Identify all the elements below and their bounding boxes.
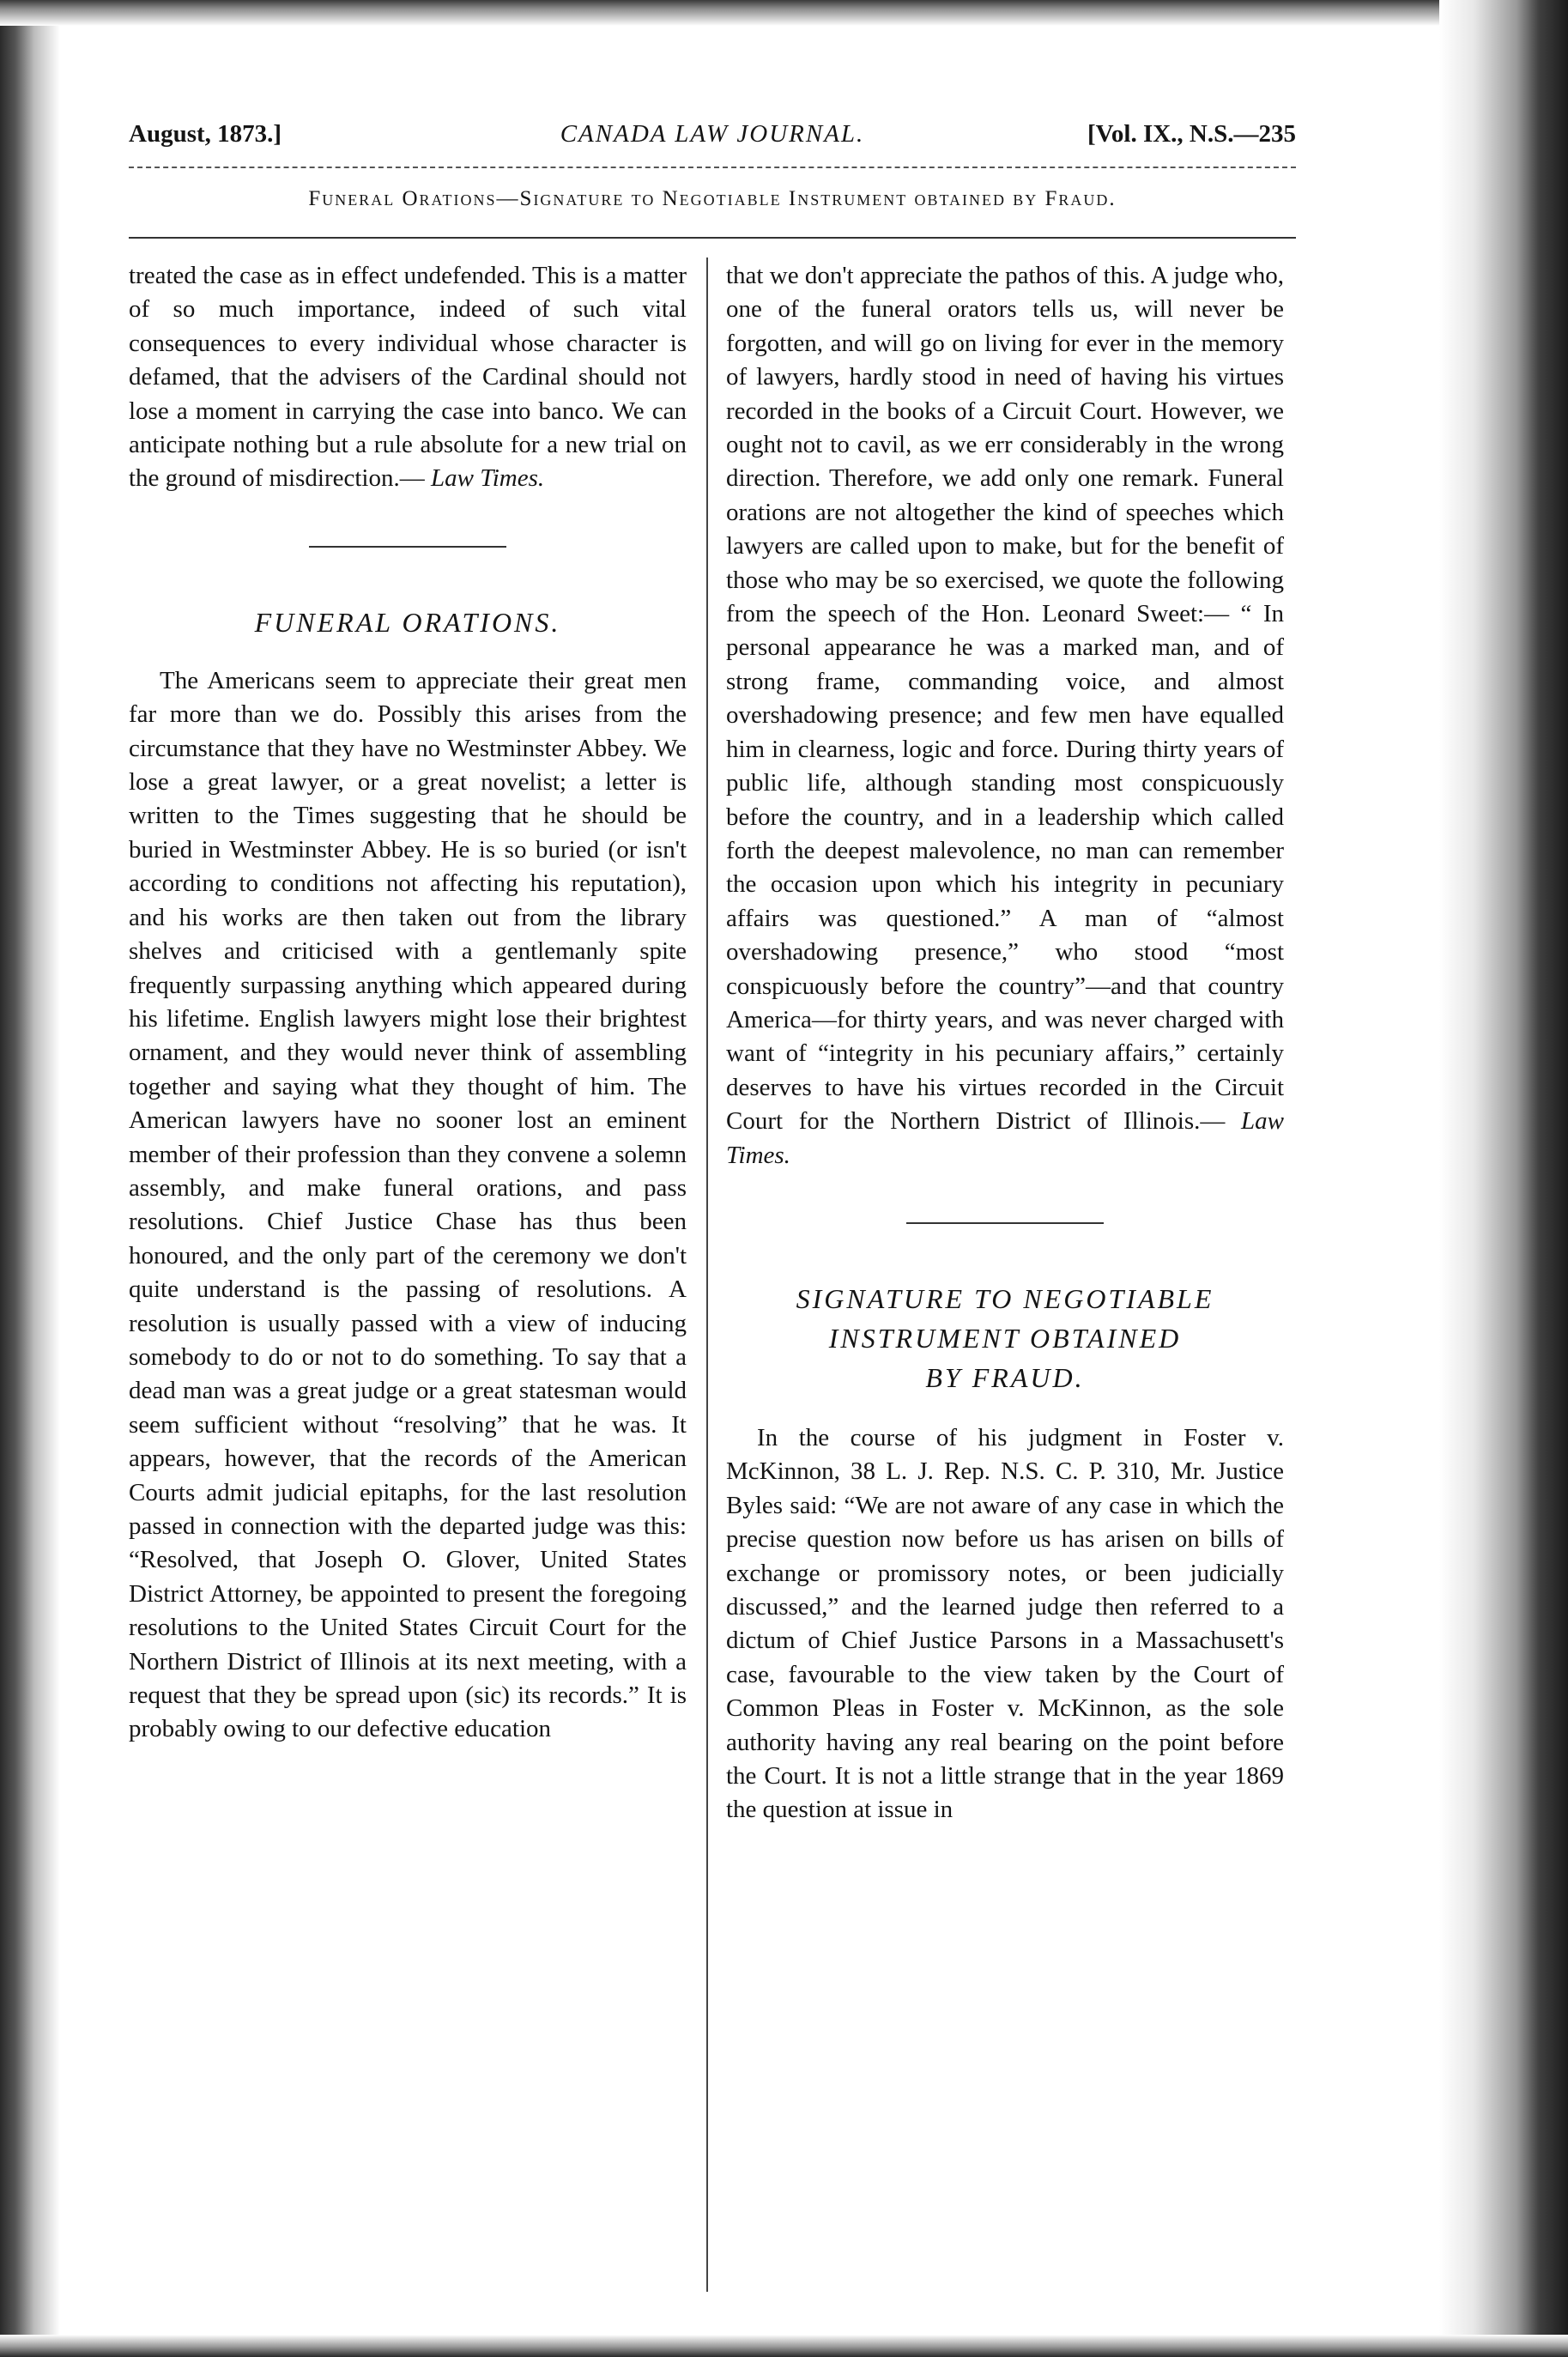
- source-signoff: Law Times.: [430, 464, 545, 493]
- running-header: [129, 120, 1296, 158]
- continued-text: that we don't appreciate the pathos of this. A judge who, one of the funeral orators tells us, will never be forgotten, and will go on living for ever in the memory of lawyers, hardly stood in need of having his virtues recorded in the books of a Circuit Court. However, we ought not to cavil, as we err considerably in the wrong direction. Therefore, we add only one remark. Funeral orations are not altogether the kind of speeches which lawyers are called upon to make, but for the benefit of those who may be so exercised, we quote the following from the speech of the Hon. Leonard Sweet:— “ In personal appearance he was a marked man, and of strong frame, commanding voice, and almost overshadowing presence; and few men have equalled him in clearness, logic and force. During thirty years of public life, although standing most conspicuously before the country, and in a leadership which called forth the deepest malevolence, no man can remember the occasion upon which his integrity in pecuniary affairs was questioned.” A man of “almost overshadowing presence,” who stood “most conspicuously before the country”—and that country America—for thirty years, and was never charged with want of “integrity in his pecuniary affairs,” certainly deserves to have his virtues recorded in the Circuit Court for the Northern District of Illinois.—: [726, 262, 1284, 1136]
- continued-text: treated the case as in effect undefended. This is a matter of so much importance, indeed of such vital consequences to every individual whose character is defamed, that the advisers of the Cardinal should not lose a moment in carrying the case into banco. We can anticipate nothing but a rule absolute for a new trial on the ground of misdirection.—: [129, 262, 687, 493]
- page-scan-edge-right: [1439, 0, 1568, 2357]
- header-divider-solid: [129, 237, 1296, 239]
- page-scan-edge-left: [0, 0, 60, 2357]
- left-column: [129, 259, 687, 1747]
- right-column: [726, 259, 1284, 1827]
- page-contents-subheader: Funeral Orations—Signature to Negotiable Instrument obtained by Fraud.: [308, 187, 1117, 210]
- section-separator: [906, 1222, 1104, 1224]
- article-title-signature-negotiable-instrument: [726, 1279, 1284, 1397]
- header-divider-dotted: [129, 167, 1296, 168]
- page-scan-edge-top: [0, 0, 1568, 26]
- journal-title: CANADA LAW JOURNAL.: [560, 120, 865, 148]
- continued-paragraph: [726, 259, 1284, 1172]
- article-title-funeral-orations: FUNERAL ORATIONS.: [254, 606, 561, 638]
- title-line: INSTRUMENT OBTAINED: [828, 1322, 1182, 1354]
- continued-paragraph: [129, 259, 687, 496]
- article-paragraph: The Americans seem to appreciate their great men far more than we do. Possibly this arises from the circumstance that they have no Westminster Abbey. We lose a great lawyer, or a great novelist; a letter is written to the Times suggesting that he should be buried in Westminster Abbey. He is so buried (or isn't according to conditions not affecting his reputation), and his works are then taken out from the library shelves and criticised with a gentlemanly spite frequently surpassing anything which appeared during his lifetime. English lawyers might lose their brightest ornament, and they would never think of assembling together and saying what they thought of him. The American lawyers have no sooner lost an eminent member of their profession than they convene a solemn assembly, and make funeral orations, and pass resolutions. Chief Justice Chase has thus been honoured, and the only part of the ceremony we don't quite understand is the passing of resolutions. A resolution is usually passed with a view of inducing somebody to do or not to do something. To say that a dead man was a great judge or a great statesman would seem sufficient without “resolving” that he was. It appears, however, that the records of the American Courts admit judicial epitaphs, for the last resolution passed in connection with the departed judge was this: “Resolved, that Joseph O. Glover, United States District Attorney, be appointed to present the foregoing resolutions to the United States Circuit Court for the Northern District of Illinois at its next meeting, with a request that they be spread upon (sic) its records.” It is probably owing to our defective education: [129, 666, 687, 1743]
- title-line: BY FRAUD.: [925, 1361, 1085, 1393]
- article-paragraph: In the course of his judgment in Foster v. McKinnon, 38 L. J. Rep. N.S. C. P. 310, Mr. Justice Byles said: “We are not aware of any case in which the precise question now before us has arisen on bills of exchange or promissory notes, or been judicially discussed,” and the learned judge then referred to a dictum of Chief Justice Parsons in a Massachusett's case, favourable to the view taken by the Court of Common Pleas in Foster v. McKinnon, as the sole authority having any real bearing on the point before the Court. It is not a little strange that in the year 1869 the question at issue in: [726, 1423, 1284, 1824]
- section-separator: [309, 546, 506, 548]
- source-signoff: Law Times.: [726, 1107, 1284, 1169]
- page-scan-edge-bottom: [0, 2335, 1568, 2357]
- issue-date: August, 1873.]: [129, 120, 282, 148]
- title-line: SIGNATURE TO NEGOTIABLE: [796, 1282, 1214, 1314]
- volume-page: [Vol. IX., N.S.—235: [1087, 120, 1296, 148]
- column-divider: [706, 258, 708, 2292]
